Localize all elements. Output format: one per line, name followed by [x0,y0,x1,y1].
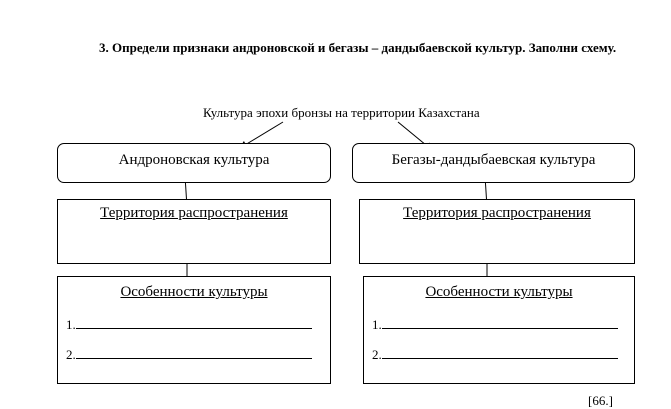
begazy-feature-blank-1[interactable] [382,316,618,329]
box-andronovo-territory [57,199,331,264]
box-begazy-culture [352,143,635,183]
begazy-territory-title: Территория распространения [403,205,591,221]
andronovo-feature-line-1 [66,316,312,333]
begazy-feature-line-2 [372,346,618,363]
task-text: 3. Определи признаки андроновской и бегазы – дандыбаевской культур. Заполни схему. [99,40,617,55]
root-title: Культура эпохи бронзы на территории Казахстана [203,105,480,120]
andronovo-feature-num-1: 1. [66,317,76,332]
andronovo-feature-blank-2[interactable] [76,346,312,359]
begazy-features-title: Особенности культуры [425,284,573,300]
box-begazy-territory [359,199,635,264]
begazy-feature-line-1 [372,316,618,333]
andronovo-feature-num-2: 2. [66,347,76,362]
begazy-feature-num-1: 1. [372,317,382,332]
andronovo-territory-title: Территория распространения [100,205,288,221]
andronovo-culture-title: Андроновская культура [118,152,270,168]
begazy-feature-num-2: 2. [372,347,382,362]
andronovo-features-title: Особенности культуры [120,284,268,300]
begazy-culture-title: Бегазы-дандыбаевская культура [391,152,596,168]
box-andronovo-culture [57,143,331,183]
andronovo-feature-line-2 [66,346,312,363]
box-andronovo-features [57,276,331,384]
page-reference: [66.] [588,393,613,408]
box-begazy-features [363,276,635,384]
begazy-feature-blank-2[interactable] [382,346,618,359]
andronovo-feature-blank-1[interactable] [76,316,312,329]
